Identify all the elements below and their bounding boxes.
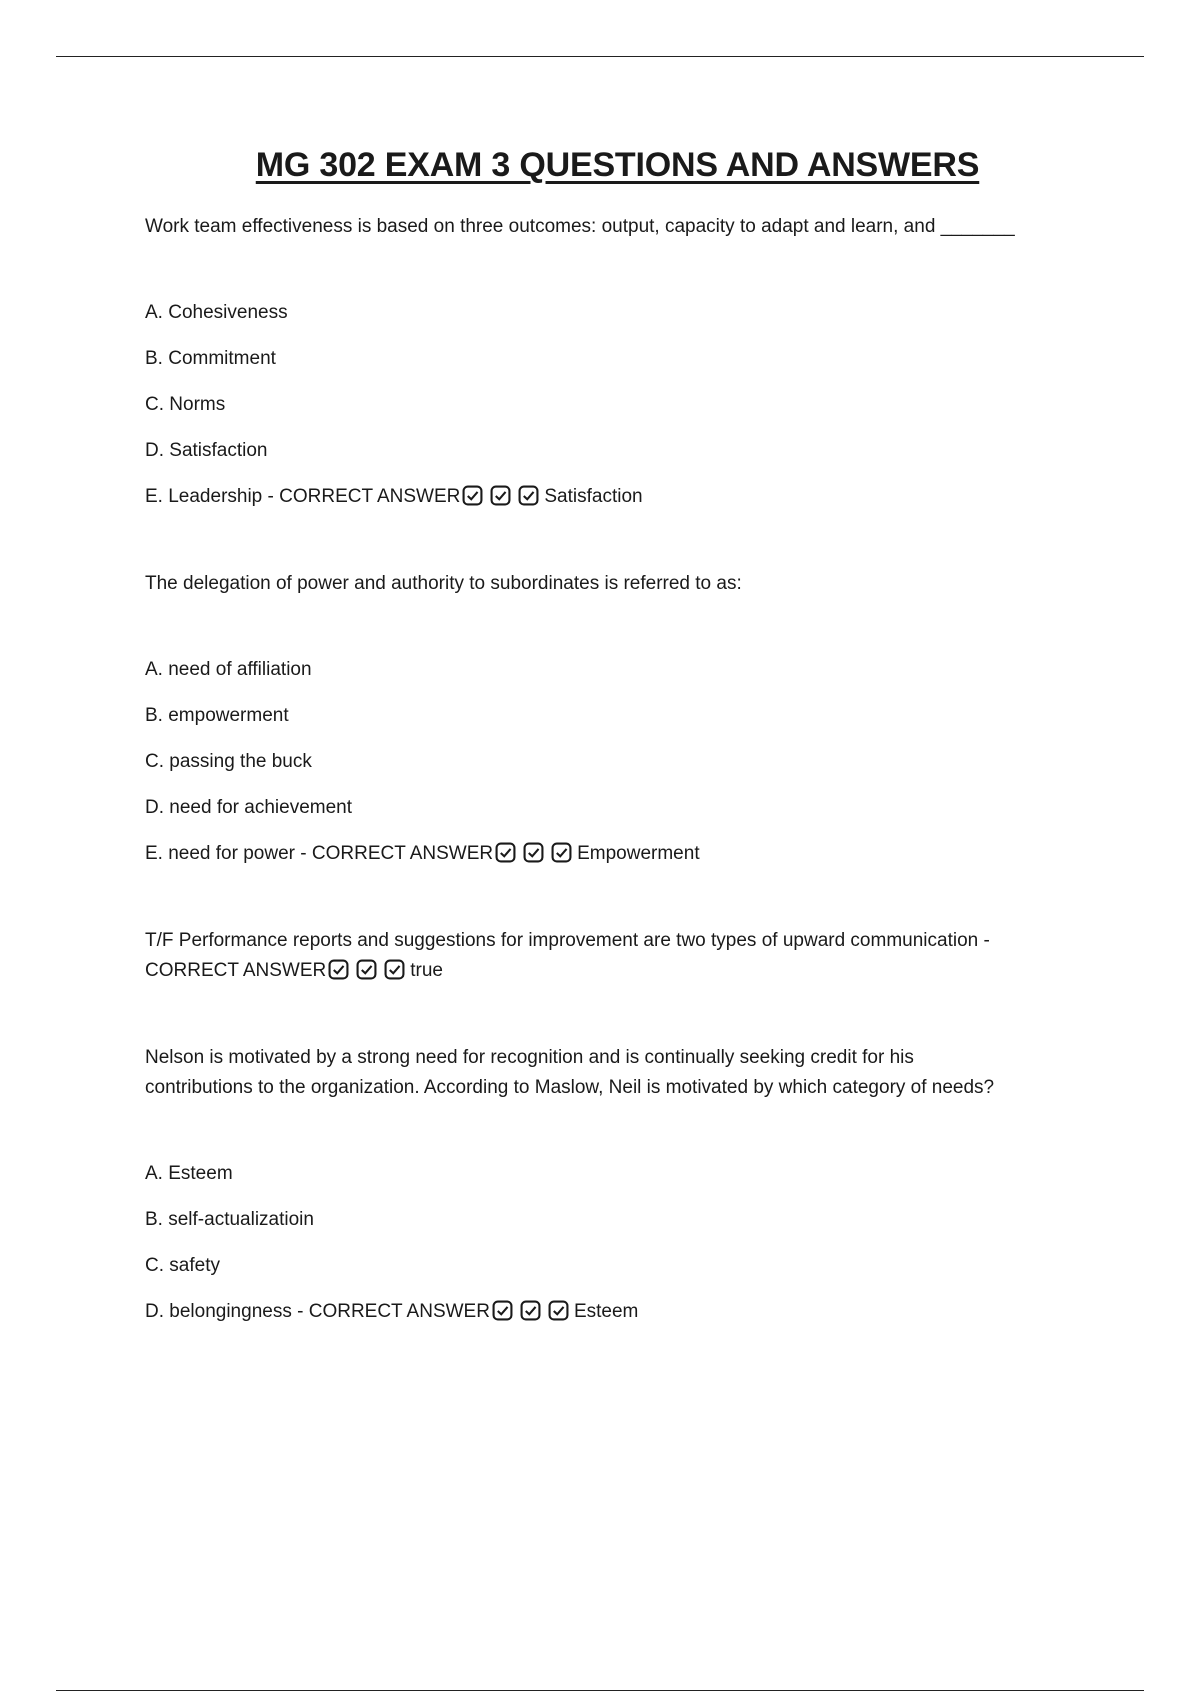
check-icons <box>492 1297 572 1327</box>
question-block-1 <box>145 212 1095 512</box>
option: D. need for achievement <box>145 797 353 818</box>
checkbox-checked-icon <box>520 1300 541 1321</box>
correct-answer-label: CORRECT ANSWER <box>311 843 494 864</box>
answer-line <box>145 1297 1095 1327</box>
checkbox-checked-icon <box>462 485 483 506</box>
question-text: The delegation of power and authority to subordinates is referred to as: <box>145 573 742 594</box>
check-icons <box>462 482 542 512</box>
answer-line <box>145 839 1095 869</box>
correct-answer: Satisfaction <box>544 486 643 507</box>
option: B. Commitment <box>145 348 276 369</box>
option: C. passing the buck <box>145 751 312 772</box>
checkbox-checked-icon <box>548 1300 569 1321</box>
check-icons <box>495 839 575 869</box>
option: B. self-actualizatioin <box>145 1209 314 1230</box>
page-title: MG 302 EXAM 3 QUESTIONS AND ANSWERS <box>255 146 980 184</box>
checkbox-checked-icon <box>551 842 572 863</box>
checkbox-checked-icon <box>492 1300 513 1321</box>
correct-answer-label: CORRECT ANSWER <box>145 960 327 981</box>
question-text <box>145 926 1095 986</box>
checkbox-checked-icon <box>384 959 405 980</box>
question-text: Work team effectiveness is based on three outcomes: output, capacity to adapt and learn, and _______ <box>145 216 1015 237</box>
answer-line <box>145 482 1095 512</box>
question-text-line: contributions to the organization. According to Maslow, Neil is motivated by which category of needs? <box>145 1077 995 1098</box>
top-rule <box>56 56 1144 57</box>
question-text-line: T/F Performance reports and suggestions for improvement are two types of upward communication - <box>145 930 990 951</box>
correct-answer-label: CORRECT ANSWER <box>308 1301 490 1322</box>
option: D. Satisfaction <box>145 440 268 461</box>
options-list <box>145 298 1095 512</box>
option: A. Esteem <box>145 1163 233 1184</box>
document-body <box>145 212 1095 1384</box>
checkbox-checked-icon <box>490 485 511 506</box>
option: C. safety <box>145 1255 220 1276</box>
question-block-2 <box>145 569 1095 869</box>
checkbox-checked-icon <box>328 959 349 980</box>
option: E. Leadership - <box>145 486 280 507</box>
options-list <box>145 1159 1095 1327</box>
bottom-rule <box>56 1690 1144 1691</box>
option: D. belongingness - <box>145 1301 309 1322</box>
option: A. need of affiliation <box>145 659 312 680</box>
checkbox-checked-icon <box>356 959 377 980</box>
checkbox-checked-icon <box>518 485 539 506</box>
option: A. Cohesiveness <box>145 302 288 323</box>
option: E. need for power - <box>145 843 312 864</box>
option: B. empowerment <box>145 705 289 726</box>
checkbox-checked-icon <box>523 842 544 863</box>
correct-answer: true <box>410 960 443 981</box>
checkbox-checked-icon <box>495 842 516 863</box>
question-block-3 <box>145 926 1095 986</box>
question-block-4 <box>145 1043 1095 1327</box>
correct-answer: Empowerment <box>577 843 700 864</box>
correct-answer-label: CORRECT ANSWER <box>279 486 461 507</box>
options-list <box>145 655 1095 869</box>
correct-answer: Esteem <box>573 1301 639 1322</box>
question-text <box>145 1043 1095 1103</box>
option: C. Norms <box>145 394 226 415</box>
check-icons <box>328 956 408 986</box>
question-text-line: Nelson is motivated by a strong need for recognition and is continually seeking credit for his <box>145 1047 914 1068</box>
